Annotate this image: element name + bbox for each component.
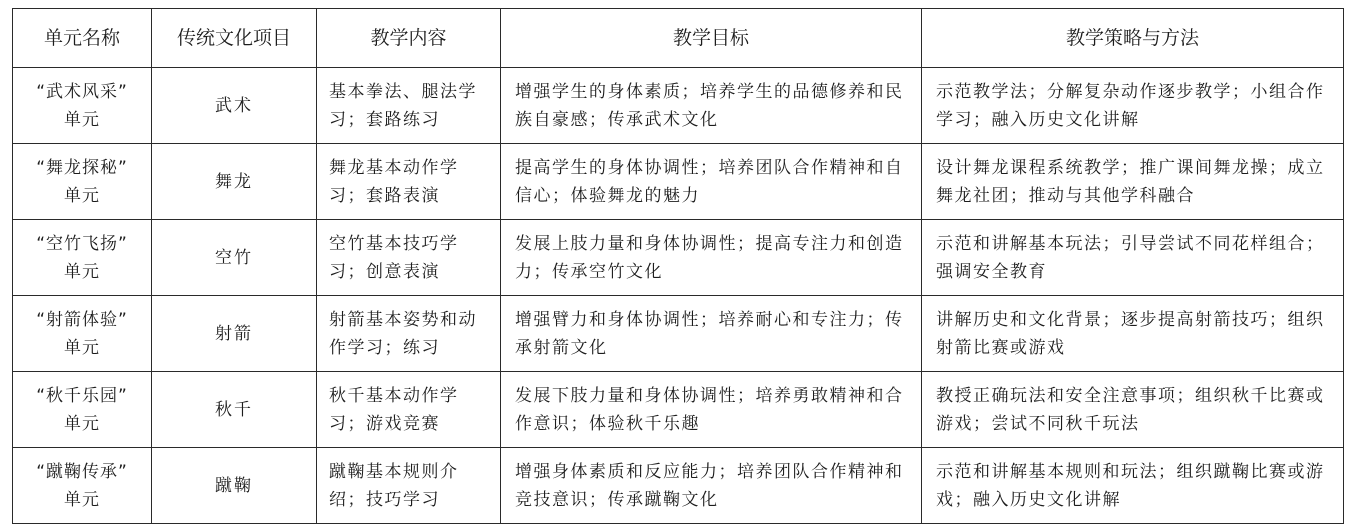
teaching-goal-cell: 发展上肢力量和身体协调性；提高专注力和创造力；传承空竹文化 (501, 220, 922, 296)
teaching-method-cell: 教授正确玩法和安全注意事项；组织秋千比赛或游戏；尝试不同秋千玩法 (922, 372, 1344, 448)
teaching-goal-cell: 提高学生的身体协调性；培养团队合作精神和自信心；体验舞龙的魅力 (501, 144, 922, 220)
table-row (13, 296, 1344, 372)
teaching-goal-cell: 增强臂力和身体协调性；培养耐心和专注力；传承射箭文化 (501, 296, 922, 372)
unit-name-title: “舞龙探秘” (36, 157, 128, 178)
table-row (13, 372, 1344, 448)
teaching-plan-table (12, 8, 1344, 524)
teaching-method-cell: 示范和讲解基本规则和玩法；组织蹴鞠比赛或游戏；融入历史文化讲解 (922, 448, 1344, 524)
unit-name-suffix: 单元 (64, 109, 100, 130)
table-row (13, 448, 1344, 524)
culture-item-cell: 射箭 (152, 296, 317, 372)
unit-name-cell (13, 448, 152, 524)
unit-name-suffix: 单元 (64, 261, 100, 282)
teaching-method-cell: 讲解历史和文化背景；逐步提高射箭技巧；组织射箭比赛或游戏 (922, 296, 1344, 372)
unit-name-title: “秋千乐园” (36, 385, 128, 406)
teaching-method-cell: 设计舞龙课程系统教学；推广课间舞龙操；成立舞龙社团；推动与其他学科融合 (922, 144, 1344, 220)
teaching-content-cell: 基本拳法、腿法学习；套路练习 (317, 68, 501, 144)
teaching-content-cell: 舞龙基本动作学习；套路表演 (317, 144, 501, 220)
unit-name-suffix: 单元 (64, 185, 100, 206)
unit-name-cell (13, 372, 152, 448)
unit-name-title: “射箭体验” (36, 309, 128, 330)
unit-name-title: “空竹飞扬” (36, 233, 128, 254)
unit-name-cell (13, 220, 152, 296)
header-row (13, 9, 1344, 68)
teaching-goal-cell: 增强学生的身体素质；培养学生的品德修养和民族自豪感；传承武术文化 (501, 68, 922, 144)
unit-name-cell (13, 144, 152, 220)
teaching-content-cell: 蹴鞠基本规则介绍；技巧学习 (317, 448, 501, 524)
unit-name-cell (13, 296, 152, 372)
unit-name-cell (13, 68, 152, 144)
teaching-content-cell: 射箭基本姿势和动作学习；练习 (317, 296, 501, 372)
culture-item-cell: 武术 (152, 68, 317, 144)
table-row (13, 220, 1344, 296)
unit-name-suffix: 单元 (64, 337, 100, 358)
unit-name-title: “武术风采” (36, 81, 128, 102)
teaching-goal-cell: 发展下肢力量和身体协调性；培养勇敢精神和合作意识；体验秋千乐趣 (501, 372, 922, 448)
teaching-method-cell: 示范和讲解基本玩法；引导尝试不同花样组合；强调安全教育 (922, 220, 1344, 296)
table-body (13, 68, 1344, 524)
culture-item-cell: 舞龙 (152, 144, 317, 220)
culture-item-cell: 秋千 (152, 372, 317, 448)
unit-name-suffix: 单元 (64, 413, 100, 434)
unit-name-title: “蹴鞠传承” (36, 461, 128, 482)
table-row (13, 68, 1344, 144)
culture-item-cell: 蹴鞠 (152, 448, 317, 524)
teaching-content-cell: 空竹基本技巧学习；创意表演 (317, 220, 501, 296)
header-teaching-content: 教学内容 (317, 9, 501, 68)
teaching-method-cell: 示范教学法；分解复杂动作逐步教学；小组合作学习；融入历史文化讲解 (922, 68, 1344, 144)
teaching-goal-cell: 增强身体素质和反应能力；培养团队合作精神和竞技意识；传承蹴鞠文化 (501, 448, 922, 524)
culture-item-cell: 空竹 (152, 220, 317, 296)
teaching-content-cell: 秋千基本动作学习；游戏竞赛 (317, 372, 501, 448)
table-row (13, 144, 1344, 220)
header-teaching-method: 教学策略与方法 (922, 9, 1344, 68)
unit-name-suffix: 单元 (64, 489, 100, 510)
header-culture-item: 传统文化项目 (152, 9, 317, 68)
header-unit-name: 单元名称 (13, 9, 152, 68)
header-teaching-goal: 教学目标 (501, 9, 922, 68)
table-header (13, 9, 1344, 68)
